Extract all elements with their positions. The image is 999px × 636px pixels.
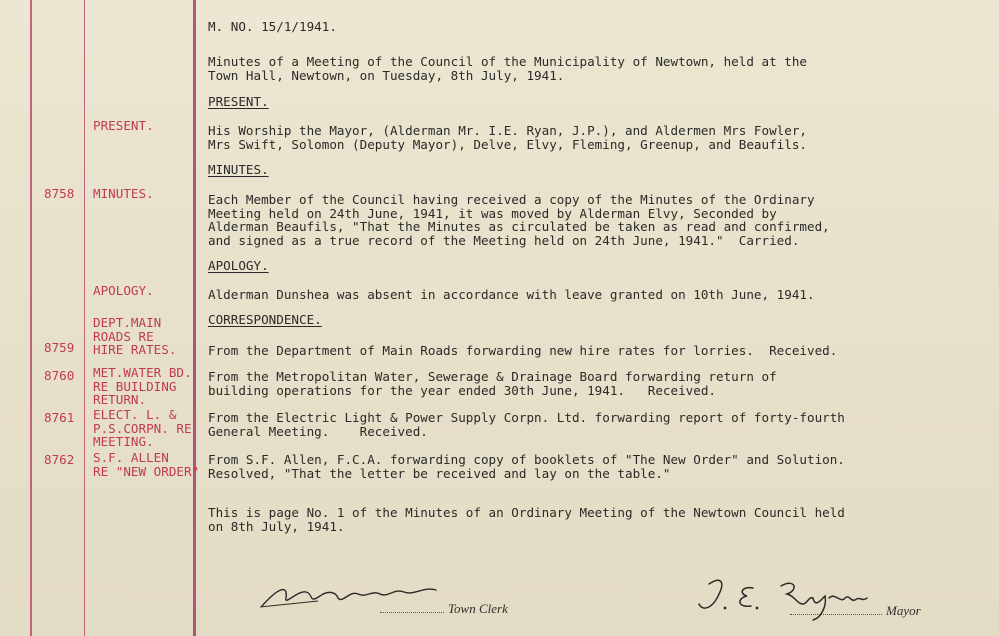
margin-rule-middle: [84, 0, 85, 636]
mayor-signature-line: [790, 614, 882, 615]
clerk-signature-line: [380, 612, 444, 613]
apology-text: Alderman Dunshea was absent in accordance with leave granted on 10th June, 1941.: [208, 287, 815, 302]
minute-number: 8759: [44, 340, 75, 355]
minute-reference: M. NO. 15/1/1941.: [208, 19, 337, 34]
minute-number: 8760: [44, 368, 75, 383]
meeting-intro: Minutes of a Meeting of the Council of the Municipality of Newtown, held at the Town Hall, Newtown, on Tuesday, 8th July, 1941.: [208, 54, 807, 83]
present-text: His Worship the Mayor, (Alderman Mr. I.E. Ryan, J.P.), and Aldermen Mrs Fowler, Mrs Swift, Solomon (Deputy Mayor), Delve, Elvy, Fleming, Greenup, and Beaufils.: [208, 123, 807, 152]
apology-heading: APOLOGY.: [208, 258, 269, 273]
minute-number: 8758: [44, 186, 75, 201]
correspondence-text: From S.F. Allen, F.C.A. forwarding copy of booklets of "The New Order" and Solution. Resolved, "That the letter be received and lay on the table.": [208, 452, 845, 481]
town-clerk-signature: [258, 580, 448, 612]
correspondence-margin-label: ELECT. L. & P.S.CORPN. RE MEETING.: [93, 407, 192, 449]
correspondence-text: From the Electric Light & Power Supply Corpn. Ltd. forwarding report of forty-fourth General Meeting. Received.: [208, 410, 845, 439]
correspondence-margin-label: S.F. ALLEN RE "NEW ORDER": [93, 450, 200, 479]
minutes-heading: MINUTES.: [208, 162, 269, 177]
margin-rule-left: [30, 0, 32, 636]
present-heading: PRESENT.: [208, 94, 269, 109]
present-margin-label: PRESENT.: [93, 118, 154, 133]
mayor-label: Mayor: [886, 603, 921, 618]
minutes-margin-label: MINUTES.: [93, 186, 154, 201]
correspondence-text: From the Metropolitan Water, Sewerage & Drainage Board forwarding return of building operations for the year ended 30th June, 1941. Received.: [208, 369, 777, 398]
minute-number: 8762: [44, 452, 75, 467]
town-clerk-label: Town Clerk: [448, 601, 508, 616]
apology-margin-label: APOLOGY.: [93, 283, 154, 298]
minutes-text: Each Member of the Council having received a copy of the Minutes of the Ordinary Meeting held on 24th June, 1941, it was moved by Alderman Elvy, Seconded by Alderman Beaufils, "That the Minutes as circulated be taken as read and confirmed, and signed as a true record of the Meeting held on 24th June, 1941." Carried.: [208, 192, 830, 248]
minute-number: 8761: [44, 410, 75, 425]
correspondence-margin-label: DEPT.MAIN ROADS RE HIRE RATES.: [93, 315, 177, 357]
correspondence-margin-label: MET.WATER BD. RE BUILDING RETURN.: [93, 365, 192, 407]
margin-rule-right: [193, 0, 196, 636]
correspondence-text: From the Department of Main Roads forwarding new hire rates for lorries. Received.: [208, 343, 838, 358]
page-note: This is page No. 1 of the Minutes of an Ordinary Meeting of the Newtown Council held on 8th July, 1941.: [208, 505, 845, 534]
mayor-signature: [695, 574, 875, 624]
correspondence-heading: CORRESPONDENCE.: [208, 312, 322, 327]
